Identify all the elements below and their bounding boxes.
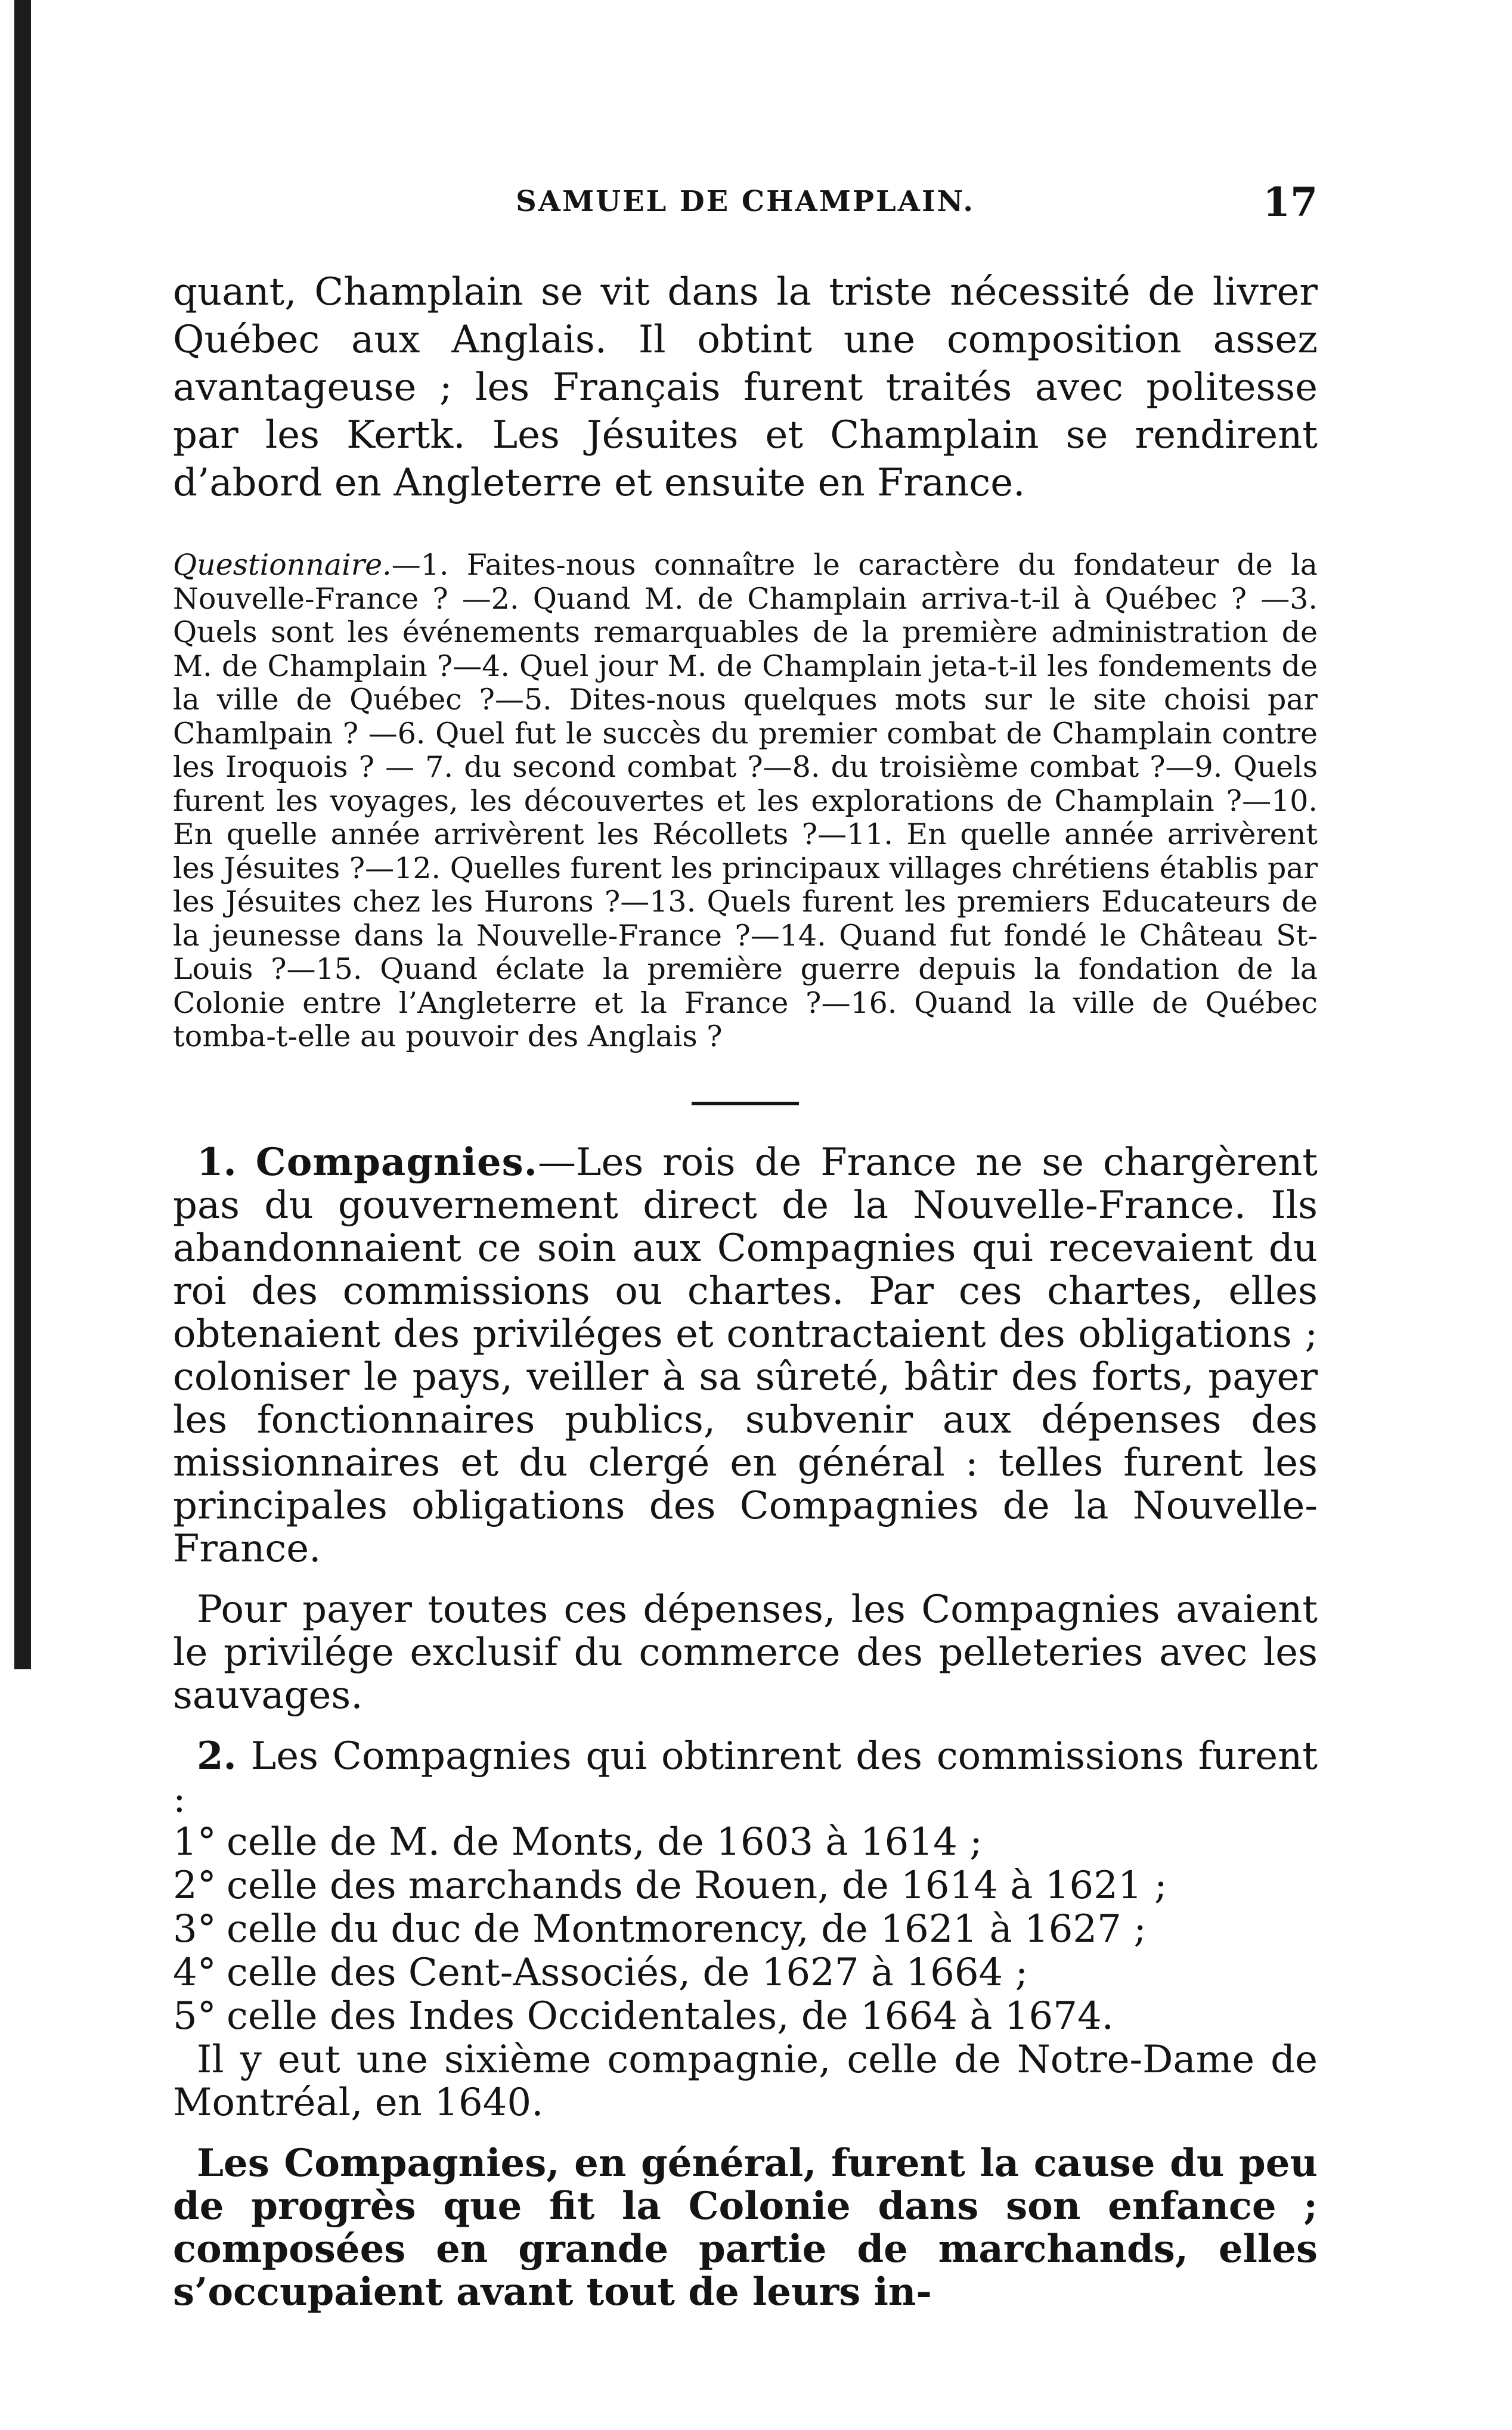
section-2-number: 2. bbox=[197, 1733, 237, 1778]
list-item bbox=[173, 1821, 1318, 1864]
paragraph-2: Pour payer toutes ces dépenses, les Compagnies avaient le privilége exclusif du commerce des pelleteries avec les sauvages. bbox=[173, 1587, 1318, 1718]
list-item bbox=[173, 1908, 1318, 1951]
opening-paragraph: quant, Champlain se vit dans la triste nécessité de livrer Québec aux Anglais. Il obtint une composition assez avantageuse ; les Français furent traités avec politesse par les Kertk. Les Jésuites et Champlain se rendirent d’abord en Angleterre et ensuite en France. bbox=[173, 270, 1318, 505]
list-text: celle des Indes Occidentales, de 1664 à 1674. bbox=[227, 1994, 1114, 2038]
section-1 bbox=[173, 1141, 1318, 1570]
questionnaire-lead: Questionnaire. bbox=[173, 548, 392, 582]
sixth-company-note: Il y eut une sixième compagnie, celle de Notre-Dame de Montréal, en 1640. bbox=[173, 2037, 1318, 2125]
questionnaire bbox=[173, 548, 1318, 1054]
scan-edge-bar bbox=[14, 0, 31, 1669]
section-2-intro-text: Les Compagnies qui obtinrent des commissions furent : bbox=[173, 1734, 1318, 1821]
running-title: SAMUEL DE CHAMPLAIN. bbox=[516, 185, 975, 218]
list-ordinal: 5° bbox=[173, 1994, 216, 2038]
company-list bbox=[173, 1821, 1318, 2038]
list-ordinal: 2° bbox=[173, 1863, 216, 1908]
list-text: celle des marchands de Rouen, de 1614 à 1621 ; bbox=[227, 1863, 1167, 1908]
list-ordinal: 3° bbox=[173, 1907, 216, 1951]
list-item bbox=[173, 1995, 1318, 2038]
section-2-intro bbox=[173, 1735, 1318, 1821]
page-number: 17 bbox=[1263, 179, 1318, 225]
book-page bbox=[173, 179, 1318, 2314]
running-header bbox=[173, 179, 1318, 233]
closing-paragraph: Les Compagnies, en général, furent la cause du peu de progrès que fit la Colonie dans son enfance ; composées en grande partie de marchands, elles s’occupaient avant tout de leurs in- bbox=[173, 2140, 1318, 2314]
list-text: celle de M. de Monts, de 1603 à 1614 ; bbox=[227, 1820, 983, 1864]
list-text: celle des Cent-Associés, de 1627 à 1664 ; bbox=[227, 1950, 1028, 1995]
list-item bbox=[173, 1951, 1318, 1995]
list-ordinal: 4° bbox=[173, 1950, 216, 1995]
section-divider bbox=[692, 1102, 799, 1105]
list-ordinal: 1° bbox=[173, 1820, 216, 1864]
section-1-heading: Compagnies. bbox=[255, 1139, 538, 1185]
section-1-number: 1. bbox=[197, 1139, 237, 1185]
list-text: celle du duc de Montmorency, de 1621 à 1627 ; bbox=[227, 1907, 1147, 1951]
list-item bbox=[173, 1864, 1318, 1908]
questionnaire-text: —1. Faites-nous connaître le caractère du fondateur de la Nouvelle-France ? —2. Quand M. de Champlain arriva-t-il à Québec ? —3. Quels sont les événements remarquables de la première administration de M. de Champlain ?—4. Quel jour M. de Champlain jeta-t-il les fondements de la ville de Québec ?—5. Dites-nous quelques mots sur le site choisi par Chamlpain ? —6. Quel fut le succès du premier combat de Champlain contre les Iroquois ? — 7. du second combat ?—8. du troisième combat ?—9. Quels furent les voyages, les découvertes et les explorations de Champlain ?—10. En quelle année arrivèrent les Récollets ?—11. En quelle année arrivèrent les Jésuites ?—12. Quelles furent les principaux villages chrétiens établis par les Jésuites chez les Hurons ?—13. Quels furent les premiers Educateurs de la jeunesse dans la Nouvelle-France ?—14. Quand fut fondé le Château St-Louis ?—15. Quand éclate la première guerre depuis la fondation de la Colonie entre l’Angleterre et la France ?—16. Quand la ville de Québec tomba-t-elle au pouvoir des Anglais ? bbox=[173, 548, 1318, 1053]
section-1-text: —Les rois de France ne se chargèrent pas du gouvernement direct de la Nouvelle-France. Ils abandonnaient ce soin aux Compagnies qui recevaient du roi des commissions ou chartes. Par ces chartes, elles obtenaient des priviléges et contractaient des obligations ; coloniser le pays, veiller à sa sûreté, bâtir des forts, payer les fonctionnaires publics, subvenir aux dépenses des missionnaires et du clergé en général : telles furent les principales obligations des Compagnies de la Nouvelle-France. bbox=[173, 1140, 1318, 1571]
